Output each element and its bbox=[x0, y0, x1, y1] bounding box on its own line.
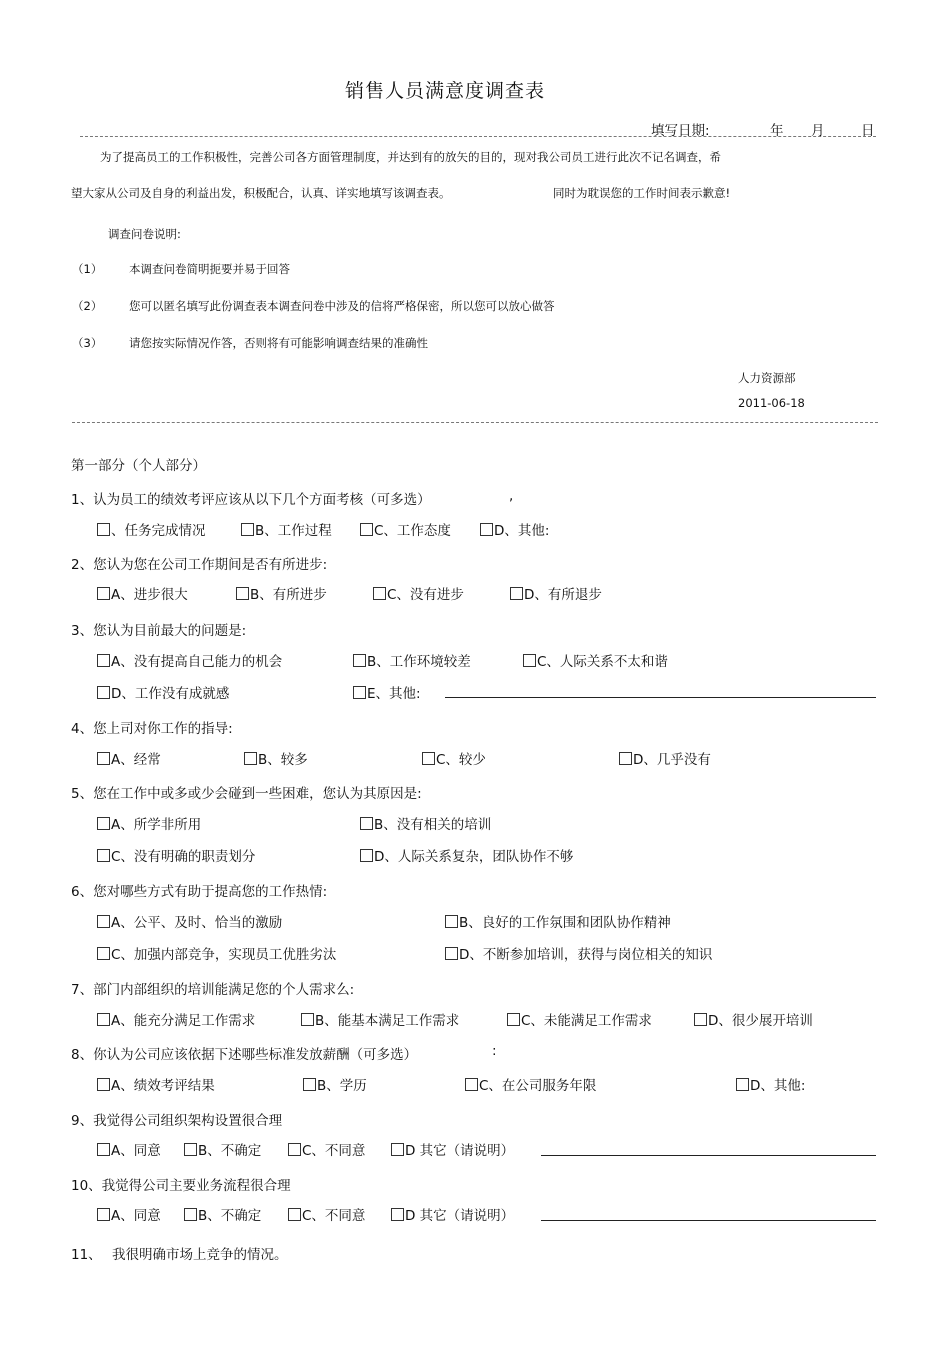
instruction-num-3: （3） bbox=[72, 336, 103, 350]
checkbox-icon[interactable] bbox=[97, 915, 110, 928]
checkbox-icon[interactable] bbox=[97, 947, 110, 960]
checkbox-icon[interactable] bbox=[244, 752, 257, 765]
checkbox-icon[interactable] bbox=[353, 686, 366, 699]
q10-option-a[interactable]: A、同意 bbox=[97, 1204, 161, 1224]
checkbox-icon[interactable] bbox=[619, 752, 632, 765]
q4-option-d[interactable]: D、几乎没有 bbox=[619, 748, 711, 768]
q9-option-b[interactable]: B、不确定 bbox=[184, 1139, 261, 1159]
top-divider bbox=[80, 136, 876, 137]
checkbox-icon[interactable] bbox=[360, 817, 373, 830]
q6-option-b[interactable]: B、良好的工作氛围和团队协作精神 bbox=[445, 911, 671, 931]
intro-line-1: 为了提高员工的工作积极性，完善公司各方面管理制度，并达到有的放矢的目的，现对我公司员工进行此次不记名调查，希 bbox=[100, 150, 721, 164]
section-divider bbox=[72, 422, 878, 423]
q3-option-b[interactable]: B、工作环境较差 bbox=[353, 650, 471, 670]
q7-option-a[interactable]: A、能充分满足工作需求 bbox=[97, 1009, 255, 1029]
checkbox-icon[interactable] bbox=[303, 1078, 316, 1091]
fill-date-label: 填写日期: bbox=[651, 123, 710, 139]
q2-option-c[interactable]: C、没有进步 bbox=[373, 583, 464, 603]
q7-option-c[interactable]: C、未能满足工作需求 bbox=[507, 1009, 652, 1029]
q7-option-d[interactable]: D、很少展开培训 bbox=[694, 1009, 813, 1029]
checkbox-icon[interactable] bbox=[184, 1208, 197, 1221]
q6-option-d[interactable]: D、不断参加培训，获得与岗位相关的知识 bbox=[445, 943, 712, 963]
checkbox-icon[interactable] bbox=[373, 587, 386, 600]
checkbox-icon[interactable] bbox=[97, 654, 110, 667]
question-2: 2、您认为您在公司工作期间是否有所进步: bbox=[71, 557, 328, 573]
question-1: 1、认为员工的绩效考评应该从以下几个方面考核（可多选） bbox=[71, 492, 431, 508]
checkbox-icon[interactable] bbox=[236, 587, 249, 600]
question-7: 7、部门内部组织的培训能满足您的个人需求么: bbox=[71, 982, 355, 998]
intro-line-2a: 望大家从公司及自身的利益出发，积极配合，认真、详实地填写该调查表。 bbox=[71, 186, 451, 200]
q3-other-input[interactable] bbox=[445, 697, 876, 698]
page-title: 销售人员满意度调查表 bbox=[345, 80, 546, 102]
q9-other-input[interactable] bbox=[541, 1155, 876, 1156]
checkbox-icon[interactable] bbox=[97, 1013, 110, 1026]
q4-option-b[interactable]: B、较多 bbox=[244, 748, 308, 768]
checkbox-icon[interactable] bbox=[97, 523, 110, 536]
checkbox-icon[interactable] bbox=[736, 1078, 749, 1091]
q2-option-a[interactable]: A、进步很大 bbox=[97, 583, 188, 603]
signature-date: 2011-06-18 bbox=[738, 396, 805, 410]
question-8: 8、你认为公司应该依据下述哪些标准发放薪酬（可多选） bbox=[71, 1047, 418, 1063]
q5-option-c[interactable]: C、没有明确的职责划分 bbox=[97, 845, 255, 865]
checkbox-icon[interactable] bbox=[288, 1208, 301, 1221]
q9-option-d[interactable]: D 其它（请说明） bbox=[391, 1139, 514, 1159]
question-3: 3、您认为目前最大的问题是: bbox=[71, 623, 247, 639]
fill-date-day: 日 bbox=[861, 123, 875, 139]
checkbox-icon[interactable] bbox=[422, 752, 435, 765]
q8-option-c[interactable]: C、在公司服务年限 bbox=[465, 1074, 596, 1094]
q1-option-b[interactable]: B、工作过程 bbox=[241, 519, 332, 539]
q8-option-b[interactable]: B、学历 bbox=[303, 1074, 367, 1094]
instruction-num-2: （2） bbox=[72, 299, 103, 313]
q9-option-c[interactable]: C、不同意 bbox=[288, 1139, 365, 1159]
checkbox-icon[interactable] bbox=[184, 1143, 197, 1156]
checkbox-icon[interactable] bbox=[241, 523, 254, 536]
section-heading: 第一部分（个人部分） bbox=[71, 458, 206, 474]
question-1-suffix: , bbox=[509, 488, 514, 504]
question-6: 6、您对哪些方式有助于提高您的工作热情: bbox=[71, 884, 328, 900]
signature-dept: 人力资源部 bbox=[738, 371, 796, 385]
checkbox-icon[interactable] bbox=[97, 752, 110, 765]
q9-option-a[interactable]: A、同意 bbox=[97, 1139, 161, 1159]
question-9: 9、我觉得公司组织架构设置很合理 bbox=[71, 1113, 283, 1129]
checkbox-icon[interactable] bbox=[97, 817, 110, 830]
checkbox-icon[interactable] bbox=[97, 1078, 110, 1091]
checkbox-icon[interactable] bbox=[465, 1078, 478, 1091]
instruction-text-2: 您可以匿名填写此份调查表本调查问卷中涉及的信将严格保密，所以您可以放心做答 bbox=[129, 299, 555, 313]
q2-option-b[interactable]: B、有所进步 bbox=[236, 583, 327, 603]
question-4: 4、您上司对你工作的指导: bbox=[71, 721, 233, 737]
checkbox-icon[interactable] bbox=[391, 1143, 404, 1156]
checkbox-icon[interactable] bbox=[301, 1013, 314, 1026]
q7-option-b[interactable]: B、能基本满足工作需求 bbox=[301, 1009, 459, 1029]
instruction-text-1: 本调查问卷简明扼要并易于回答 bbox=[129, 262, 290, 276]
instruction-text-3: 请您按实际情况作答，否则将有可能影响调查结果的准确性 bbox=[129, 336, 428, 350]
q10-option-c[interactable]: C、不同意 bbox=[288, 1204, 365, 1224]
question-10: 10、我觉得公司主要业务流程很合理 bbox=[71, 1178, 291, 1194]
checkbox-icon[interactable] bbox=[353, 654, 366, 667]
q5-option-b[interactable]: B、没有相关的培训 bbox=[360, 813, 491, 833]
checkbox-icon[interactable] bbox=[445, 915, 458, 928]
checkbox-icon[interactable] bbox=[445, 947, 458, 960]
q10-option-d[interactable]: D 其它（请说明） bbox=[391, 1204, 514, 1224]
checkbox-icon[interactable] bbox=[97, 1208, 110, 1221]
q3-option-a[interactable]: A、没有提高自己能力的机会 bbox=[97, 650, 282, 670]
checkbox-icon[interactable] bbox=[507, 1013, 520, 1026]
q3-option-d[interactable]: D、工作没有成就感 bbox=[97, 682, 229, 702]
q8-option-d[interactable]: D、其他: bbox=[736, 1074, 805, 1094]
q3-option-e[interactable]: E、其他: bbox=[353, 682, 421, 702]
q1-option-a[interactable]: 、任务完成情况 bbox=[97, 519, 206, 539]
checkbox-icon[interactable] bbox=[510, 587, 523, 600]
q4-option-c[interactable]: C、较少 bbox=[422, 748, 486, 768]
question-11-num: 11、 bbox=[71, 1247, 102, 1263]
checkbox-icon[interactable] bbox=[360, 523, 373, 536]
q4-option-a[interactable]: A、经常 bbox=[97, 748, 161, 768]
q5-option-d[interactable]: D、人际关系复杂，团队协作不够 bbox=[360, 845, 573, 865]
q2-option-d[interactable]: D、有所退步 bbox=[510, 583, 602, 603]
q10-option-b[interactable]: B、不确定 bbox=[184, 1204, 261, 1224]
checkbox-icon[interactable] bbox=[391, 1208, 404, 1221]
checkbox-icon[interactable] bbox=[694, 1013, 707, 1026]
q3-option-c[interactable]: C、人际关系不太和谐 bbox=[523, 650, 668, 670]
fill-date-month: 月 bbox=[811, 123, 825, 139]
checkbox-icon[interactable] bbox=[97, 587, 110, 600]
q10-other-input[interactable] bbox=[541, 1220, 876, 1221]
q6-option-c[interactable]: C、加强内部竞争，实现员工优胜劣汰 bbox=[97, 943, 336, 963]
question-5: 5、您在工作中或多或少会碰到一些困难，您认为其原因是: bbox=[71, 786, 422, 802]
checkbox-icon[interactable] bbox=[523, 654, 536, 667]
checkbox-icon[interactable] bbox=[480, 523, 493, 536]
intro-line-2b: 同时为耽误您的工作时间表示歉意! bbox=[553, 186, 731, 200]
q8-option-a[interactable]: A、绩效考评结果 bbox=[97, 1074, 215, 1094]
checkbox-icon[interactable] bbox=[360, 849, 373, 862]
q1-option-c[interactable]: C、工作态度 bbox=[360, 519, 451, 539]
checkbox-icon[interactable] bbox=[97, 686, 110, 699]
question-11: 我很明确市场上竞争的情况。 bbox=[112, 1247, 288, 1263]
q6-option-a[interactable]: A、公平、及时、恰当的激励 bbox=[97, 911, 282, 931]
instruction-num-1: （1） bbox=[72, 262, 103, 276]
checkbox-icon[interactable] bbox=[97, 1143, 110, 1156]
checkbox-icon[interactable] bbox=[97, 849, 110, 862]
instructions-heading: 调查问卷说明: bbox=[108, 227, 181, 241]
q5-option-a[interactable]: A、所学非所用 bbox=[97, 813, 201, 833]
fill-date-year: 年 bbox=[770, 123, 784, 139]
checkbox-icon[interactable] bbox=[288, 1143, 301, 1156]
q1-option-d[interactable]: D、其他: bbox=[480, 519, 549, 539]
question-8-suffix: : bbox=[492, 1043, 497, 1059]
